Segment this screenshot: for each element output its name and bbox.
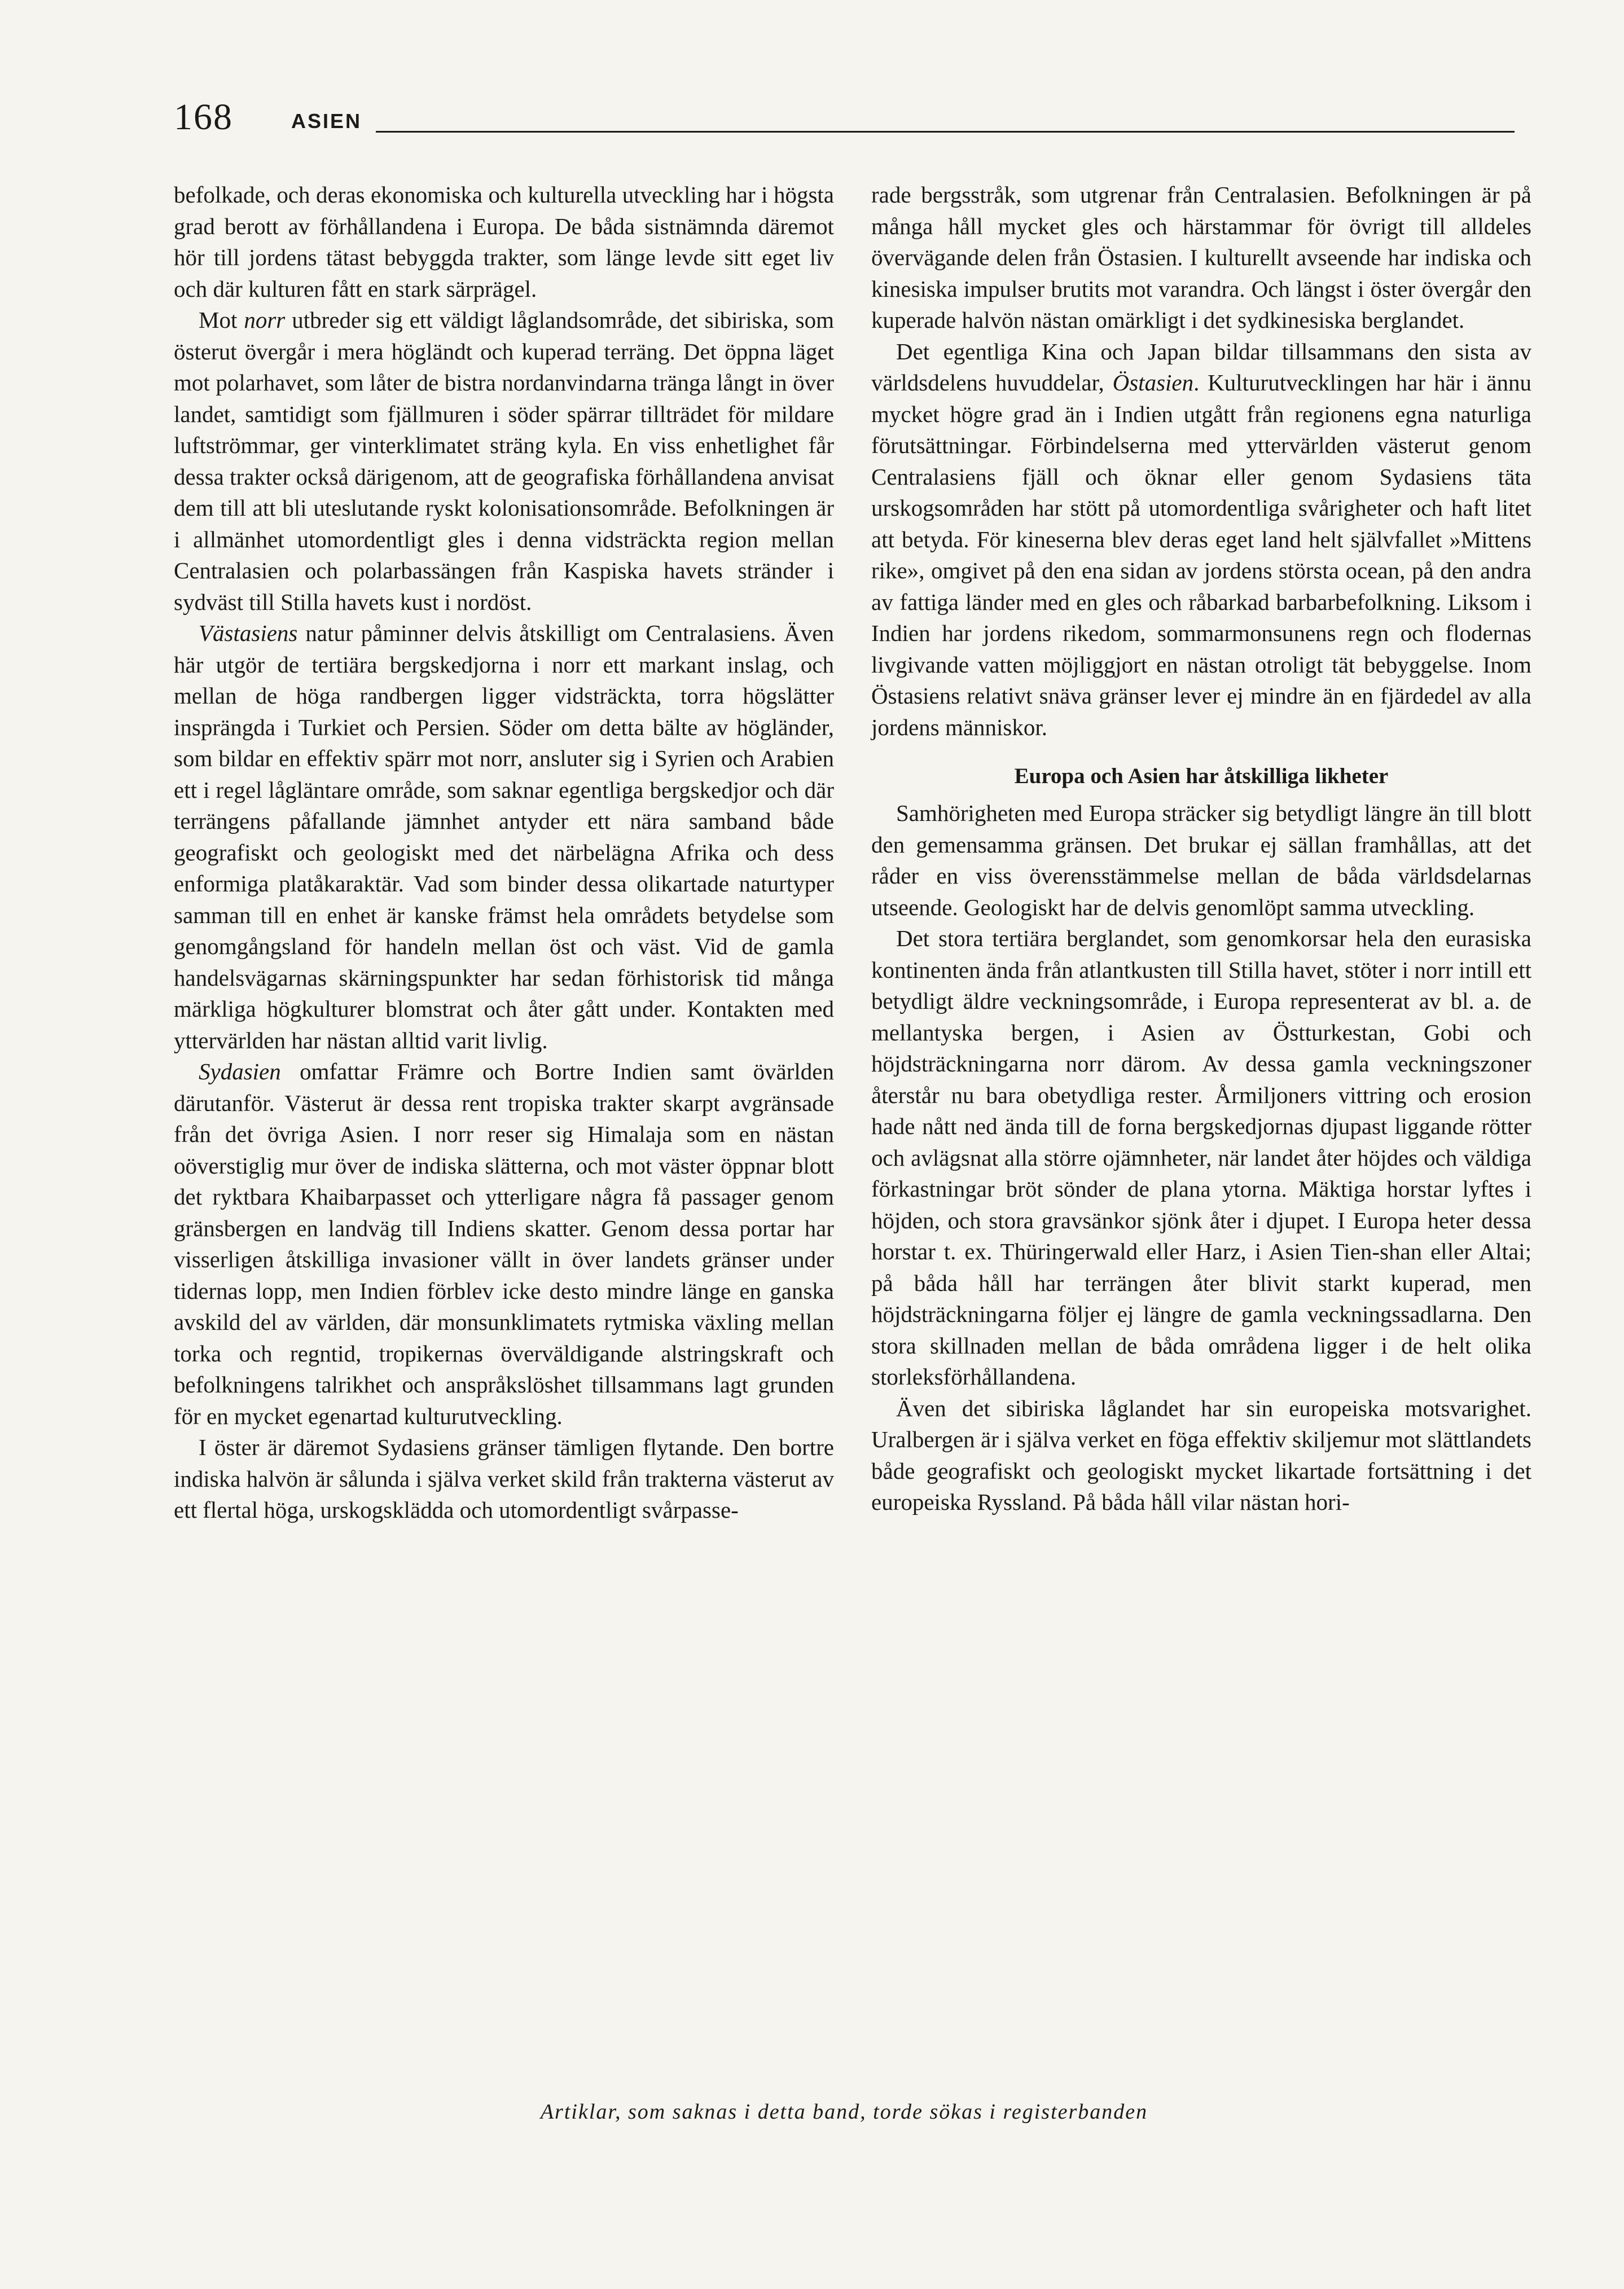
paragraph: Även det sibiriska låglandet har sin europeiska motsvarighet. Uralbergen är i själva verket en föga effektiv skiljemur mot slättlandets både geografiskt och geologiskt mycket likartade fortsättning i det europeiska Ryssland. På båda håll vilar nästan hori- bbox=[871, 1395, 1531, 1515]
page-header bbox=[174, 95, 1515, 140]
running-head: ASIEN bbox=[291, 109, 362, 133]
paragraph: Det stora tertiära berglandet, som genomkorsar hela den eurasiska kontinenten ända från atlantkusten till Stilla havet, stöter i norr intill ett betydligt äldre veckningsområde, i Europa representerat av bl. a. de mellantyska bergen, i Asien av Östturkestan, Gobi och höjdsträckningarna norr därom. Av dessa gamla veckningszoner återstår nu bara obetydliga rester. Årmiljoners vittring och erosion hade nått ned ända till de forna bergskedjornas djupast liggande rötter och avlägsnat alla större ojämnheter, när landet åter höjdes och väldiga förkastningar bröt sönder de plana ytorna. Mäktiga horstar lyftes i höjden, och stora gravsänkor sjönk åter i djupet. I Europa heter dessa horstar t. ex. Thüringerwald eller Harz, i Asien Tien-shan eller Altai; på båda håll har terrängen åter blivit starkt kuperad, men höjdsträckningarna följer ej längre de gamla veckningssadlarna. Den stora skillnaden mellan de båda områdena ligger i de helt olika storleksförhållandena. bbox=[871, 925, 1531, 1390]
section-heading: Europa och Asien har åtskilliga likheter bbox=[1014, 764, 1389, 788]
paragraph: Det egentliga Kina och Japan bildar tillsammans den sista av världsdelens huvuddelar, Östasien. Kulturutvecklingen har här i ännu mycket högre grad än i Indien utgått från regionens egna naturliga förutsättningar. Förbindelserna med yttervärlden västerut genom Centralasiens fjäll och öknar eller genom Sydasiens täta urskogsområden har stött på utomordentliga svårigheter och haft litet att betyda. För kineserna blev deras eget land helt självfallet »Mittens rike», omgivet på den ena sidan av jordens största ocean, på den andra av fattiga länder med en gles och råbarkad barbarbefolkning. Liksom i Indien har jordens rikedom, sommarmonsunens regn och flodernas livgivande vatten möjliggjort en nästan otroligt tät bebyggelse. Inom Östasiens relativt snäva gränser lever ej mindre än en fjärdedel av alla jordens människor. bbox=[871, 338, 1531, 740]
paragraph: Samhörigheten med Europa sträcker sig betydligt längre än till blott den gemensamma gränsen. Det brukar ej sällan framhållas, att det råder en viss överensstämmelse mellan de båda världsdelarnas utseende. Geologiskt har de delvis genomlöpt samma utveckling. bbox=[871, 800, 1531, 920]
paragraph: Sydasien omfattar Främre och Bortre Indien samt övärlden därutanför. Västerut är dessa rent tropiska trakter skarpt avgränsade från det övriga Asien. I norr reser sig Himalaja som en nästan oöverstiglig mur över de indiska slätterna, och mot väster öppnar blott det ryktbara Khaibarpasset och ytterligare några få passager genom gränsbergen en landväg till Indiens skatter. Genom dessa portar har visserligen åtskilliga invasioner vällt in över landets gränser under tidernas lopp, men Indien förblev icke desto mindre länge en ganska avskild del av världen, där monsunklimatets rytmiska växling mellan torka och regntid, tropikernas överväldigande alstringskraft och befolkningens talrikhet och anspråkslöshet tillsammans lagt grunden för en mycket egenartad kulturutveckling. bbox=[174, 1058, 834, 1429]
paragraph: Mot norr utbreder sig ett väldigt låglandsområde, det sibiriska, som österut övergår i mera högländt och kuperad terräng. Det öppna läget mot polarhavet, som låter de bistra nordanvindarna tränga långt in över landet, samtidigt som fjällmuren i söder spärrar tillträdet för mildare luftströmmar, ger vinterklimatet sträng kyla. En viss enhetlighet får dessa trakter också därigenom, att de geografiska förhållandena anvisat dem till att bli uteslutande ryskt kolonisationsområde. Befolkningen är i allmänhet utomordentligt gles i denna vidsträckta region mellan Centralasien och polarbassängen från Kaspiska havets stränder i sydväst till Stilla havets kust i nordöst. bbox=[174, 307, 834, 615]
left-column bbox=[174, 179, 834, 1526]
header-rule bbox=[376, 131, 1515, 133]
paragraph: I öster är däremot Sydasiens gränser tämligen flytande. Den bortre indiska halvön är sålunda i själva verket skild från trakterna västerut av ett flertal höga, urskogsklädda och utomordentligt svårpasse- bbox=[174, 1434, 834, 1523]
paragraph: Västasiens natur påminner delvis åtskilligt om Centralasiens. Även här utgör de tertiära bergskedjorna i norr ett markant inslag, och mellan de höga randbergen ligger vidsträckta, torra högslätter insprängda i Turkiet och Persien. Söder om detta bälte av högländer, som bildar en effektiv spärr mot norr, ansluter sig i Syrien och Arabien ett i regel lågläntare område, som saknar egentliga bergskedjor och där terrängens påfallande jämnhet antyder ett nära samband både geografiskt och geologiskt med det närbelägna Afrika och dess enformiga platåkaraktär. Vad som binder dessa olikartade naturtyper samman till en enhet är kanske främst hela områdets betydelse som genomgångsland för handeln mellan öst och väst. Vid de gamla handelsvägarnas skärningspunkter har sedan förhistorisk tid många märkliga högkulturer blomstrat och åter gått under. Kontakten med yttervärlden har nästan alltid varit livlig. bbox=[174, 620, 834, 1053]
page-footer-note: Artiklar, som saknas i detta band, torde sökas i registerbanden bbox=[540, 2100, 1148, 2124]
right-column bbox=[871, 179, 1531, 1518]
page-number: 168 bbox=[174, 96, 233, 138]
paragraph: rade bergsstråk, som utgrenar från Centralasien. Befolkningen är på många håll mycket gles och härstammar för övrigt till alldeles övervägande delen från Östasien. I kulturellt avseende har indiska och kinesiska impulser brutits mot varandra. Och längst i öster övergår den kuperade halvön nästan omärkligt i det sydkinesiska berglandet. bbox=[871, 182, 1531, 333]
paragraph: befolkade, och deras ekonomiska och kulturella utveckling har i högsta grad berott av förhållandena i Europa. De båda sistnämnda däremot hör till jordens tätast bebyggda trakter, som länge levde sitt eget liv och där kulturen fått en stark särprägel. bbox=[174, 182, 834, 302]
